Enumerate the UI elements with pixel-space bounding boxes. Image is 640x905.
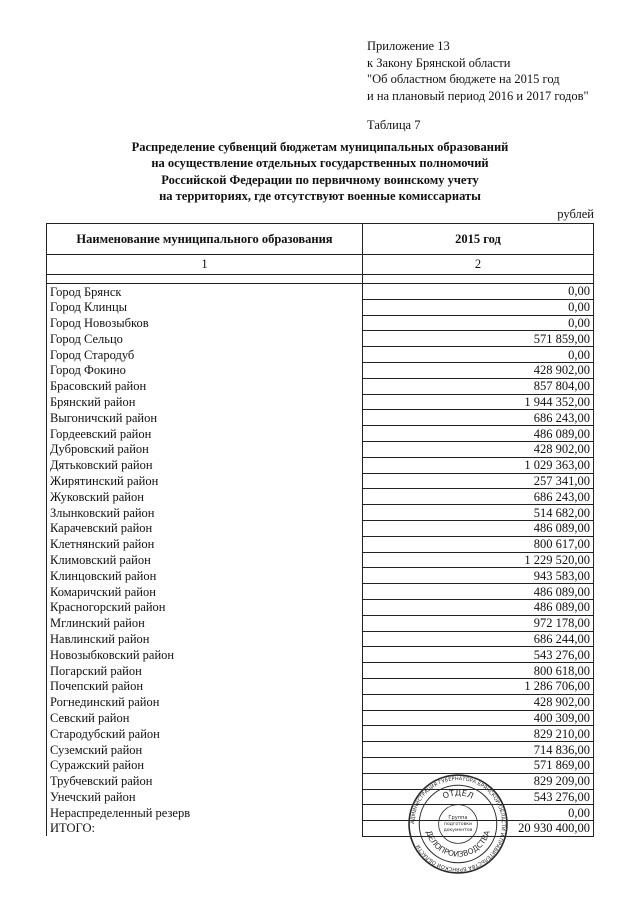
stamp-ring-text: АДМИНИСТРАЦИЯ ГУБЕРНАТОРА БРЯНСКОЙ ОБЛАСТИ И ПРАВИТЕЛЬСТВА БРЯНСКОЙ ОБЛАСТИ	[410, 776, 506, 872]
municipality-name: Гордеевский район	[47, 426, 363, 442]
table-row	[47, 520, 594, 536]
table-row	[47, 362, 594, 378]
spacer-cell	[47, 275, 363, 284]
municipality-name: Суземский район	[47, 742, 363, 758]
municipality-name: Брасовский район	[47, 378, 363, 394]
header-name: Наименование муниципального образования	[47, 224, 363, 255]
municipality-name: Город Брянск	[47, 284, 363, 300]
municipality-name: Суражский район	[47, 757, 363, 773]
table-row	[47, 726, 594, 742]
table-row	[47, 615, 594, 631]
table-row	[47, 773, 594, 789]
table-row	[47, 710, 594, 726]
subsidy-amount: 943 583,00	[363, 568, 594, 584]
total-label: ИТОГО:	[47, 821, 363, 837]
column-index-2: 2	[363, 255, 594, 275]
table-row	[47, 805, 594, 821]
municipality-name: Почепский район	[47, 678, 363, 694]
title-line: Российской Федерации по первичному воинскому учету	[161, 172, 479, 187]
stamp-group-line: документов	[443, 828, 473, 834]
subsidy-amount: 686 243,00	[363, 410, 594, 426]
subsidy-amount: 714 836,00	[363, 742, 594, 758]
municipality-name: Мглинский район	[47, 615, 363, 631]
table-row	[47, 757, 594, 773]
municipality-name: Карачевский район	[47, 520, 363, 536]
table-row	[47, 331, 594, 347]
table-row	[47, 694, 594, 710]
table-row	[47, 489, 594, 505]
subsidy-amount: 428 902,00	[363, 694, 594, 710]
municipality-name: Клетнянский район	[47, 536, 363, 552]
total-value: 20 930 400,00	[363, 821, 594, 837]
municipality-name: Злынковский район	[47, 505, 363, 521]
municipality-name: Город Стародуб	[47, 347, 363, 363]
municipality-name: Климовский район	[47, 552, 363, 568]
table-row	[47, 441, 594, 457]
subsidy-amount: 543 276,00	[363, 789, 594, 805]
table-row	[47, 663, 594, 679]
subsidy-amount: 800 617,00	[363, 536, 594, 552]
table-row	[47, 299, 594, 315]
table-row	[47, 789, 594, 805]
header-year: 2015 год	[363, 224, 594, 255]
table-row	[47, 426, 594, 442]
subsidy-amount: 428 902,00	[363, 362, 594, 378]
title-line: на территориях, где отсутствуют военные комиссариаты	[159, 188, 481, 203]
municipality-name: Дятьковский район	[47, 457, 363, 473]
subsidy-amount: 514 682,00	[363, 505, 594, 521]
table-body	[47, 284, 594, 821]
municipality-name: Жирятинский район	[47, 473, 363, 489]
municipality-name: Рогнединский район	[47, 694, 363, 710]
municipality-name: Новозыбковский район	[47, 647, 363, 663]
appendix-line: "Об областном бюджете на 2015 год	[367, 72, 560, 86]
table-row	[47, 378, 594, 394]
table-row	[47, 536, 594, 552]
municipality-name: Погарский район	[47, 663, 363, 679]
subsidy-amount: 686 244,00	[363, 631, 594, 647]
document-title	[0, 139, 640, 204]
municipality-name: Трубчевский район	[47, 773, 363, 789]
title-line: Распределение субвенций бюджетам муниципальных образований	[131, 140, 509, 154]
stamp-office: ДЕЛОПРОИЗВОДСТВА	[424, 829, 492, 859]
table-row	[47, 284, 594, 300]
title-line: на осуществление отдельных государственных полномочий	[151, 156, 489, 171]
municipality-name: Севский район	[47, 710, 363, 726]
table-row	[47, 742, 594, 758]
subsidy-amount: 972 178,00	[363, 615, 594, 631]
table-row	[47, 347, 594, 363]
municipality-name: Жуковский район	[47, 489, 363, 505]
subsidy-amount: 543 276,00	[363, 647, 594, 663]
municipality-name: Унечский район	[47, 789, 363, 805]
municipality-name: Красногорский район	[47, 599, 363, 615]
municipality-name: Комаричский район	[47, 584, 363, 600]
appendix-line: к Закону Брянской области	[367, 55, 511, 70]
subsidy-amount: 257 341,00	[363, 473, 594, 489]
subsidy-amount: 829 210,00	[363, 726, 594, 742]
subsidy-amount: 0,00	[363, 315, 594, 331]
table-row	[47, 647, 594, 663]
appendix-line: Приложение 13	[367, 39, 450, 53]
total-row	[47, 821, 594, 837]
table-row	[47, 505, 594, 521]
table-row	[47, 315, 594, 331]
official-stamp	[407, 773, 509, 875]
subsidy-amount: 686 243,00	[363, 489, 594, 505]
spacer-cell	[363, 275, 594, 284]
table-row	[47, 584, 594, 600]
stamp-department: ОТДЕЛ	[440, 787, 476, 801]
appendix-line: и на плановый период 2016 и 2017 годов"	[367, 88, 589, 103]
appendix-note	[367, 38, 589, 104]
subsidy-amount: 829 209,00	[363, 773, 594, 789]
table-row	[47, 394, 594, 410]
subsidy-amount: 486 089,00	[363, 426, 594, 442]
subsidy-amount: 857 804,00	[363, 378, 594, 394]
subsidy-amount: 0,00	[363, 299, 594, 315]
table-row	[47, 678, 594, 694]
table-row	[47, 473, 594, 489]
table-row	[47, 410, 594, 426]
subsidy-amount: 400 309,00	[363, 710, 594, 726]
currency-unit: рублей	[557, 207, 594, 221]
stamp-group-line: Группа	[448, 814, 468, 821]
table-number: Таблица 7	[367, 118, 421, 132]
municipality-name: Выгоничский район	[47, 410, 363, 426]
municipality-name: Клинцовский район	[47, 568, 363, 584]
municipality-name: Навлинский район	[47, 631, 363, 647]
municipality-name: Город Фокино	[47, 362, 363, 378]
municipality-name: Дубровский район	[47, 441, 363, 457]
subsidy-amount: 0,00	[363, 805, 594, 821]
subsidy-amount: 1 286 706,00	[363, 678, 594, 694]
subsidy-amount: 1 229 520,00	[363, 552, 594, 568]
subsidy-amount: 571 859,00	[363, 331, 594, 347]
subsidy-amount: 0,00	[363, 347, 594, 363]
subsidy-amount: 0,00	[363, 284, 594, 300]
table-row	[47, 599, 594, 615]
column-index-1: 1	[47, 255, 363, 275]
municipality-name: Город Новозыбков	[47, 315, 363, 331]
subsidy-amount: 800 618,00	[363, 663, 594, 679]
subsidy-table	[46, 223, 594, 837]
subsidy-amount: 486 089,00	[363, 584, 594, 600]
subsidy-amount: 1 029 363,00	[363, 457, 594, 473]
municipality-name: Брянский район	[47, 394, 363, 410]
municipality-name: Город Сельцо	[47, 331, 363, 347]
subsidy-amount: 1 944 352,00	[363, 394, 594, 410]
subsidy-amount: 571 869,00	[363, 757, 594, 773]
subsidy-amount: 486 089,00	[363, 520, 594, 536]
table-row	[47, 631, 594, 647]
municipality-name: Стародубский район	[47, 726, 363, 742]
table-row	[47, 457, 594, 473]
municipality-name: Город Клинцы	[47, 299, 363, 315]
municipality-name: Нераспределенный резерв	[47, 805, 363, 821]
subsidy-amount: 486 089,00	[363, 599, 594, 615]
stamp-group-line: подготовки	[443, 822, 473, 828]
subsidy-amount: 428 902,00	[363, 441, 594, 457]
table-row	[47, 552, 594, 568]
table-row	[47, 568, 594, 584]
